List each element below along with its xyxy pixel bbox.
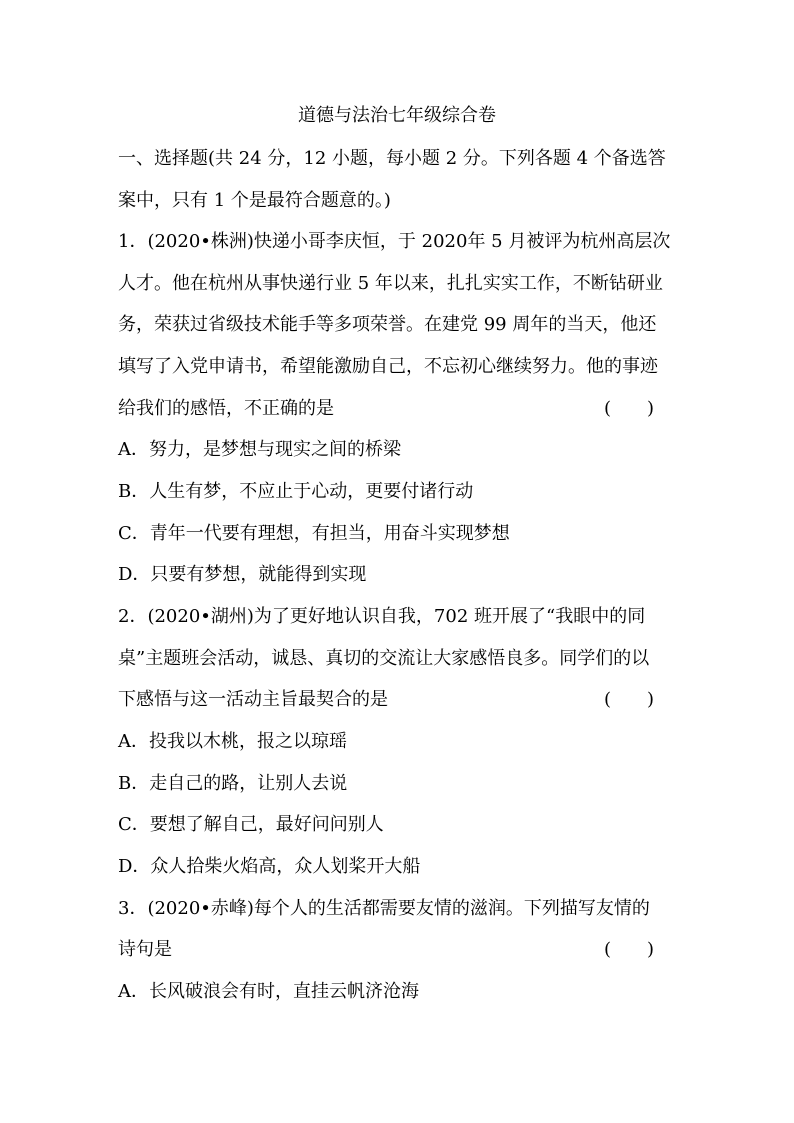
question-3-option-a: A．长风破浪会有时，直挂云帆济沧海 xyxy=(118,981,419,1002)
question-1-option-b: B．人生有梦，不应止于心动，更要付诸行动 xyxy=(118,481,474,502)
question-3-line-2: 诗句是 xyxy=(118,939,172,960)
question-2-option-b: B．走自己的路，让别人去说 xyxy=(118,773,348,794)
question-1-answer-bracket: ( ) xyxy=(604,398,655,419)
question-1-option-d: D．只要有梦想，就能得到实现 xyxy=(118,564,367,585)
question-1-option-a: A．努力，是梦想与现实之间的桥梁 xyxy=(118,439,401,460)
question-3-answer-bracket: ( ) xyxy=(604,939,655,960)
question-1-line-1: 1．(2020•株洲)快递小哥李庆恒，于 2020年 5 月被评为杭州高层次 xyxy=(118,231,671,252)
question-2-line-3: 下感悟与这一活动主旨最契合的是 xyxy=(118,689,388,710)
question-1-option-c: C．青年一代要有理想，有担当，用奋斗实现梦想 xyxy=(118,523,510,544)
question-2-answer-bracket: ( ) xyxy=(604,689,655,710)
question-2-line-1: 2．(2020•湖州)为了更好地认识自我，702 班开展了“我眼中的同 xyxy=(118,606,646,627)
section-heading-line-2: 案中，只有 1 个是最符合题意的。) xyxy=(118,190,391,211)
question-2-option-a: A．投我以木桃，报之以琼瑶 xyxy=(118,731,347,752)
document-title: 道德与法治七年级综合卷 xyxy=(298,105,496,126)
question-2-option-d: D．众人拾柴火焰高，众人划桨开大船 xyxy=(118,856,421,877)
question-1-line-4: 填写了入党申请书，希望能激励自己，不忘初心继续努力。他的事迹 xyxy=(118,356,658,377)
question-2-option-c: C．要想了解自己，最好问问别人 xyxy=(118,814,384,835)
question-2-line-2: 桌”主题班会活动，诚恳、真切的交流让大家感悟良多。同学们的以 xyxy=(118,648,650,669)
section-heading-line-1: 一、选择题(共 24 分，12 小题，每小题 2 分。下列各题 4 个备选答 xyxy=(118,148,666,169)
question-3-line-1: 3．(2020•赤峰)每个人的生活都需要友情的滋润。下列描写友情的 xyxy=(118,898,650,919)
question-1-line-2: 人才。他在杭州从事快递行业 5 年以来，扎扎实实工作，不断钻研业 xyxy=(118,273,663,294)
question-1-line-5: 给我们的感悟，不正确的是 xyxy=(118,398,334,419)
question-1-line-3: 务，荣获过省级技术能手等多项荣誉。在建党 99 周年的当天，他还 xyxy=(118,314,657,335)
